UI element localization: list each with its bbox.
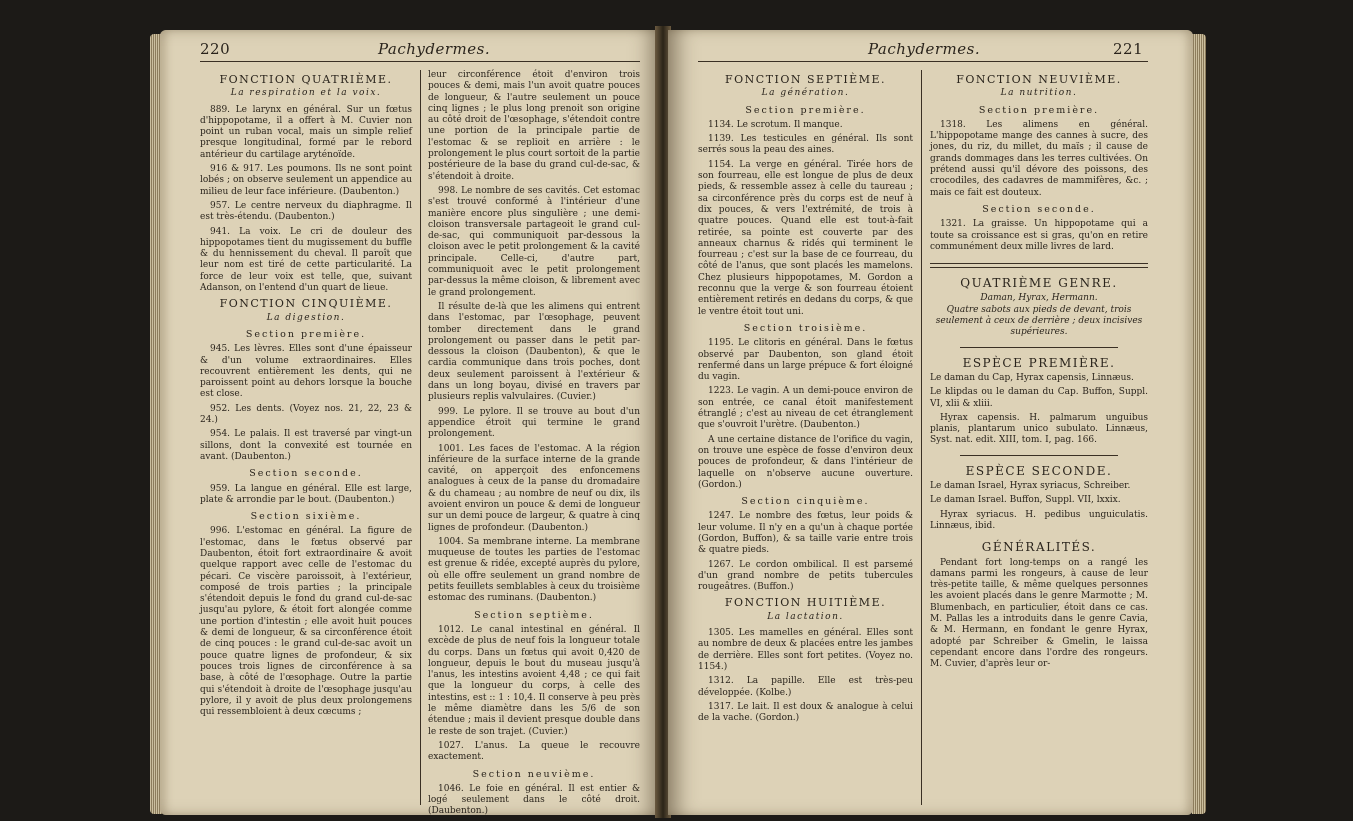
- paragraph: 1318. Les alimens en général. L'hippopotame mange des cannes à sucre, des jones, du riz, du millet, du maïs ; il cause de grands dommages dans les terres cultivées. On prétend aussi qu'il dévore des poissons, des crocodiles, des cadavres de mammifères, &c. ; mais ce fait est douteux.: [930, 119, 1148, 198]
- paragraph: Le daman Israel, Hyrax syriacus, Schreiber.: [930, 481, 1131, 492]
- paragraph: 889. Le larynx en général. Sur un fœtus d'hippopotame, il a offert à M. Cuvier non point un ruban vocal, mais un simple relief presque longitudinal, formé par le rebord antérieur du cartilage aryténoïde.: [200, 104, 412, 160]
- paragraph: 1046. Le foie en général. Il est entier & logé seulement dans le côté droit. (Daubenton.): [428, 783, 640, 815]
- left-page: [160, 30, 660, 815]
- paragraph: 1312. La papille. Elle est très-peu développée. (Kolbe.): [698, 676, 913, 698]
- paragraph: 941. La voix. Le cri de douleur des hippopotames tient du mugissement du buffle & du hennissement du cheval. Il paroît que leur nom est tiré de cette particularité. La force de leur voix est telle, que, suivant Adanson, on l'entend d'un quart de lieue.: [200, 226, 412, 294]
- section-heading: FONCTION HUITIÈME.: [724, 596, 887, 610]
- page-number: 220: [200, 40, 231, 58]
- section-heading: FONCTION NEUVIÈME.: [956, 73, 1122, 86]
- section-label: Section troisième.: [743, 322, 868, 334]
- double-divider: [930, 263, 1148, 268]
- paragraph: 1139. Les testicules en général. Ils sont serrés sous la peau des aines.: [698, 134, 913, 156]
- page-edges-right: [1192, 34, 1206, 814]
- paragraph: 999. Le pylore. Il se trouve au bout d'un appendice étroit qui termine le grand prolongement.: [428, 406, 640, 440]
- paragraph: 1027. L'anus. La queue le recouvre exactement.: [428, 740, 640, 763]
- paragraph: 957. Le centre nerveux du diaphragme. Il est très-étendu. (Daubenton.): [200, 200, 412, 223]
- genre-heading: ESPÈCE SECONDE.: [965, 463, 1113, 478]
- section-label: Section cinquième.: [741, 496, 870, 508]
- subsection-heading: La nutrition.: [1000, 88, 1078, 99]
- section-label: Section septième.: [474, 609, 594, 621]
- subsection-heading: La respiration et la voix.: [230, 88, 382, 99]
- running-title: Pachydermes.: [868, 40, 981, 58]
- paragraph: 1012. Le canal intestinal en général. Il excède de plus de neuf fois la longueur totale du corps. Dans un fœtus qui avoit 0,420 de longueur, depuis le bout du museau jusqu'à l'anus, les intestins avoient 4,48 ; ce qui fait que la longueur du corps, à celle des intestins, est :: 1 : 10,4. Il conserve à peu près le même diamètre dans les 5/6 de son étendue ; mais il devient presque double dans le reste de son trajet. (Cuvier.): [428, 624, 640, 737]
- divider: [960, 455, 1118, 456]
- header-rule: [698, 61, 1148, 62]
- page-number: 221: [1113, 40, 1144, 58]
- paragraph: 998. Le nombre de ses cavités. Cet estomac s'est trouvé conformé à l'intérieur d'une manière encore plus singulière ; une demi-cloison transversale partageoit le grand cul-de-sac, qui communiquoit par-dessous la cloison avec le petit prolongement & la cavité principale. Celle-ci, d'autre part, communiquoit avec le petit prolongement par-dessus la même cloison, & librement avec le grand prolongement.: [428, 185, 640, 298]
- paragraph: 952. Les dents. (Voyez nos. 21, 22, 23 & 24.): [200, 403, 412, 426]
- section-label: Section sixième.: [250, 511, 362, 523]
- right-page: [668, 30, 1193, 815]
- section-label: Section première.: [978, 104, 1100, 116]
- subsection-heading: La lactation.: [767, 611, 844, 622]
- paragraph: 945. Les lèvres. Elles sont d'une épaisseur & d'un volume extraordinaires. Elles recouvrent entièrement les dents, qui ne paroissent point au dehors lorsque la bouche est close.: [200, 344, 412, 400]
- running-title: Pachydermes.: [378, 40, 491, 58]
- text-column-2: [930, 70, 1148, 673]
- paragraph: 996. L'estomac en général. La figure de l'estomac, dans le fœtus observé par Daubenton, étoit fort extraordinaire & avoit quelque rapport avec celle de l'estomac du pécari. Ce viscère paroissoit, à l'extérieur, composé de trois parties ; la principale s'étendoit depuis le fond du grand cul-de-sac jusqu'au pylore, & étoit fort alongée comme une portion d'intestin ; elle avoit huit pouces & demi de longueur, & sa circonférence étoit de cinq pouces : le grand cul-de-sac avoit un pouce quatre lignes de profondeur, & six pouces trois lignes de circonférence à sa base, à côté de l'œsophage. Outre la partie qui s'étendoit à droite de l'œsophage jusqu'au pylore, il y avoit de plus deux prolongemens qui ressembloient à deux cœcums ;: [200, 526, 412, 718]
- section-label: Section première.: [745, 104, 866, 116]
- paragraph: 1134. Le scrotum. Il manque.: [708, 119, 843, 130]
- paragraph: Le daman du Cap, Hyrax capensis, Linnæus.: [930, 372, 1134, 383]
- text-column-2: [428, 70, 640, 815]
- section-heading: FONCTION SEPTIÈME.: [725, 73, 886, 86]
- paragraph: Il résulte de-là que les alimens qui entrent dans l'estomac, par l'œsophage, peuvent tomber directement dans le grand prolongement ou passer dans le petit par-dessous la cloison (Daubenton), & que le cardia communique dans trois poches, dont deux seulement paroissent à l'extérieur & dans un long boyau, divisé en travers par plusieurs replis valvulaires. (Cuvier.): [428, 301, 640, 403]
- paragraph: 1317. Le lait. Il est doux & analogue à celui de la vache. (Gordon.): [698, 701, 913, 724]
- divider: [960, 347, 1118, 348]
- text-column-1: [200, 70, 412, 721]
- paragraph: 959. La langue en général. Elle est large, plate & arrondie par le bout. (Daubenton.): [200, 483, 412, 505]
- section-heading: FONCTION CINQUIÈME.: [219, 297, 393, 311]
- header-rule: [200, 61, 640, 62]
- genre-heading: ESPÈCE PREMIÈRE.: [962, 355, 1116, 370]
- paragraph: 1247. Le nombre des fœtus, leur poids & leur volume. Il n'y en a qu'un à chaque portée (Gordon, Buffon), & sa taille varie entre trois & quatre pieds.: [698, 511, 913, 556]
- paragraph: Hyrax syriacus. H. pedibus unguiculatis. Linnæus, ibid.: [930, 509, 1148, 531]
- paragraph: 1305. Les mamelles en général. Elles sont au nombre de deux & placées entre les jambes de derrière. Elles sont fort petites. (Voyez no. 1154.): [698, 628, 913, 672]
- paragraph: 1267. Le cordon ombilical. Il est parsemé d'un grand nombre de petits tubercules rougeâtres. (Buffon.): [698, 559, 913, 593]
- genre-name: Daman, Hyrax, Hermann.: [980, 293, 1098, 304]
- paragraph: 916 & 917. Les poumons. Ils ne sont point lobés ; on observe seulement un appendice au milieu de leur face inférieure. (Daubenton.): [200, 164, 412, 197]
- paragraph: 1195. Le clitoris en général. Dans le fœtus observé par Daubenton, son gland étoit renfermé dans un large prépuce & fort éloigné du vagin.: [698, 338, 913, 383]
- paragraph: Le daman Israel. Buffon, Suppl. VII, lxxix.: [930, 495, 1121, 506]
- genre-heading: GÉNÉRALITÉS.: [981, 540, 1097, 555]
- subsection-heading: La digestion.: [266, 312, 346, 323]
- column-divider: [420, 70, 421, 805]
- section-label: Section neuvième.: [472, 768, 596, 780]
- section-label: Section première.: [245, 328, 367, 340]
- text-column-1: [698, 70, 913, 727]
- paragraph: 1001. Les faces de l'estomac. A la région inférieure de la surface interne de la grande cavité, on apperçoit des enfoncemens analogues à ceux de la panse du dromadaire & du chameau ; au nombre de neuf ou dix, ils avoient environ un pouce & demi de longueur sur un demi pouce de largeur, & quatre à cinq lignes de profondeur. (Daubenton.): [428, 443, 640, 533]
- paragraph: 1004. Sa membrane interne. La membrane muqueuse de toutes les parties de l'estomac est grenue & ridée, excepté auprès du pylore, où elle offre seulement un grand nombre de petits feuillets semblables à ceux du troisième estomac des ruminans. (Daubenton.): [428, 536, 640, 604]
- paragraph: 1154. La verge en général. Tirée hors de son fourreau, elle est longue de plus de deux pieds, & ressemble assez à celle du taureau ; sa circonférence près du corps est de neuf à dix pouces, & vers l'extrémité, de trois à quatre pouces. Quand elle est tout-à-fait retirée, sa pointe est couverte par des anneaux charnus & ridés qui terminent le fourreau ; c'est sur la base de ce fourreau, du côté de l'anus, que sont placés les mamelons. Chez plusieurs hippopotames, M. Gordon a reconnu que la verge & son fourreau étoient entièrement retirés en dedans du corps, & que le ventre étoit tout uni.: [698, 159, 913, 317]
- paragraph: A une certaine distance de l'orifice du vagin, on trouve une espèce de fosse d'environ deux pouces de profondeur, & dans l'intérieur de laquelle on n'observe aucune ouverture. (Gordon.): [698, 434, 913, 490]
- paragraph: Hyrax capensis. H. palmarum unguibus planis, plantarum unico subulato. Linnæus, Syst. nat. edit. XIII, tom. I, pag. 166.: [930, 412, 1148, 446]
- column-divider: [921, 70, 922, 805]
- paragraph: 1321. La graisse. Un hippopotame qui a toute sa croissance est si gras, qu'on en retire communément deux mille livres de lard.: [930, 219, 1148, 252]
- genre-heading: QUATRIÈME GENRE.: [960, 276, 1118, 291]
- paragraph: 954. Le palais. Il est traversé par vingt-un sillons, dont la convexité est tournée en avant. (Daubenton.): [200, 429, 412, 462]
- section-heading: FONCTION QUATRIÈME.: [219, 73, 393, 86]
- section-label: Section seconde.: [982, 203, 1096, 215]
- paragraph: 1223. Le vagin. A un demi-pouce environ de son entrée, ce canal étoit manifestement étranglé ; c'est au niveau de cet étranglement que s'ouvroit l'urètre. (Daubenton.): [698, 386, 913, 431]
- paragraph: leur circonférence étoit d'environ trois pouces & demi, mais l'un avoit quatre pouces de longueur, & l'autre seulement un pouce cinq lignes ; le plus long prenoit son origine au côté droit de l'œsophage, s'étendoit contre une portion de la principale partie de l'estomac & se replioit en arrière : le prolongement le plus court sortoit de la partie postérieure de la base du grand cul-de-sac, & s'étendoit à droite.: [428, 70, 640, 182]
- paragraph: Le klipdas ou le daman du Cap. Buffon, Suppl. VI, xlii & xliii.: [930, 387, 1148, 409]
- section-label: Section seconde.: [249, 468, 363, 480]
- genre-description: Quatre sabots aux pieds de devant, trois seulement à ceux de derrière ; deux incisives supérieures.: [935, 304, 1143, 338]
- paragraph: Pendant fort long-temps on a rangé les damans parmi les rongeurs, à cause de leur très-petite taille, & même quelques personnes les avoient placés dans le genre Marmotte ; M. Blumenbach, en particulier, étoit dans ce cas. M. Pallas les a introduits dans le genre Cavia, & M. Hermann, en fondant le genre Hyrax, adopté par Schreiber & Gmelin, le laissa cependant encore dans l'ordre des rongeurs. M. Cuvier, d'après leur or-: [930, 557, 1148, 670]
- subsection-heading: La génération.: [761, 88, 850, 99]
